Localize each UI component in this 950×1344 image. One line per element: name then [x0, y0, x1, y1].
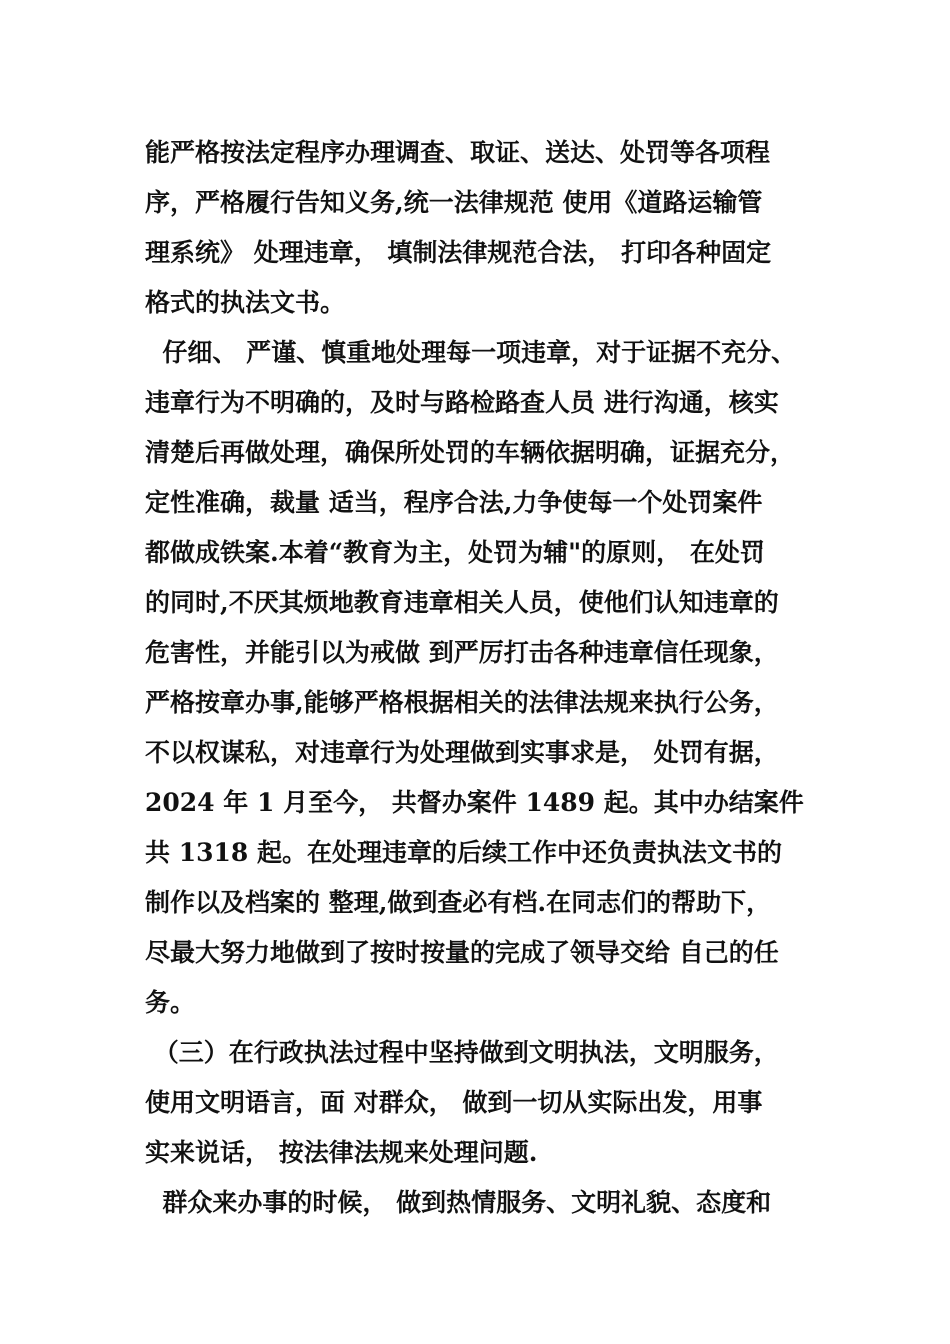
text-line: 的同时,不厌其烦地教育违章相关人员，使他们认知违章的 — [145, 588, 779, 617]
text-line: 实来说话， 按法律法规来处理问题. — [145, 1138, 538, 1167]
text-line: 定性准确，裁量 适当，程序合法,力争使每一个处罚案件 — [145, 488, 763, 517]
text-line: 务。 — [145, 988, 196, 1017]
text-line: 群众来办事的时候， 做到热情服务、文明礼貌、态度和 — [145, 1188, 772, 1217]
text-line: 违章行为不明确的，及时与路检路查人员 进行沟通，核实 — [145, 388, 779, 417]
text-line: 理系统》 处理违章， 填制法律规范合法， 打印各种固定 — [145, 238, 772, 267]
text-line: 仔细、 严谨、慎重地处理每一项违章，对于证据不充分、 — [145, 338, 797, 367]
text-line: 清楚后再做处理，确保所处罚的车辆依据明确，证据充分， — [145, 438, 796, 467]
body-text — [145, 128, 815, 1228]
text-line: 能严格按法定程序办理调查、取证、送达、处罚等各项程 — [145, 138, 771, 167]
text-line: 共 1318 起。在处理违章的后续工作中还负责执法文书的 — [145, 838, 782, 867]
text-line: 严格按章办事,能够严格根据相关的法律法规来执行公务， — [145, 688, 779, 717]
text-line: 制作以及档案的 整理,做到查必有档.在同志们的帮助下， — [145, 888, 772, 917]
text-line: 使用文明语言，面 对群众， 做到一切从实际出发，用事 — [145, 1088, 763, 1117]
text-line: 危害性，并能引以为戒做 到严厉打击各种违章信任现象， — [145, 638, 779, 667]
text-line: （三）在行政执法过程中坚持做到文明执法，文明服务， — [145, 1038, 779, 1067]
text-line: 格式的执法文书。 — [145, 288, 346, 317]
text-line: 2024 年 1 月至今， 共督办案件 1489 起。其中办结案件 — [145, 788, 804, 817]
text-line: 都做成铁案.本着“教育为主，处罚为辅"的原则， 在处罚 — [145, 538, 765, 567]
text-line: 尽最大努力地做到了按时按量的完成了领导交给 自己的任 — [145, 938, 779, 967]
text-line: 不以权谋私，对违章行为处理做到实事求是， 处罚有据， — [145, 738, 779, 767]
text-line: 序，严格履行告知义务,统一法律规范 使用《道路运输管 — [145, 188, 763, 217]
